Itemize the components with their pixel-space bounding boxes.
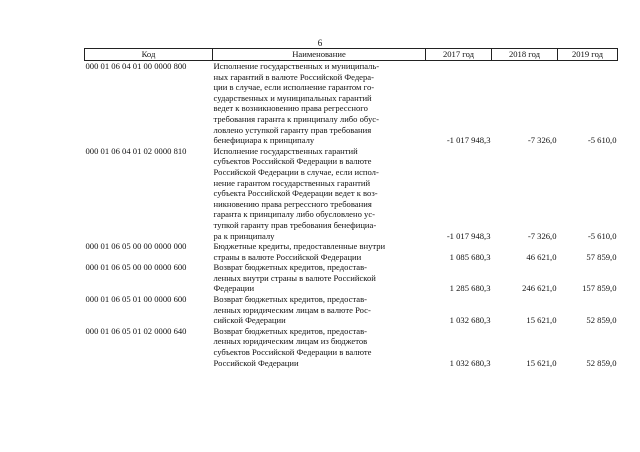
row-name bbox=[213, 61, 426, 146]
header-code: Код bbox=[85, 49, 213, 61]
row-value-2019: 57 859,0 bbox=[586, 251, 617, 262]
row-value-2018: 15 621,0 bbox=[526, 357, 557, 368]
table-row bbox=[85, 262, 618, 294]
header-2019: 2019 год bbox=[558, 49, 618, 61]
row-value-2018: 246 621,0 bbox=[522, 283, 557, 294]
page-number: 6 bbox=[317, 38, 323, 48]
row-name-text: Возврат бюджетных кредитов, предостав- ленных внутри страны в валюте Российской Федерации bbox=[213, 262, 376, 294]
table-row bbox=[85, 294, 618, 326]
row-name bbox=[213, 326, 426, 368]
row-name-text: Возврат бюджетных кредитов, предостав- ленных юридическим лицам из бюджетов субъектов Российской Федерации в валюте Российской Федерации bbox=[213, 325, 372, 368]
row-name-text: Исполнение государственных гарантий субъектов Российской Федерации в валюте Российской Федерации в случае, если испол- нение гарантом государственных гарантий субъекта Российской Федерации ведет к воз- никновению права регрессного требования гаранта к принципалу либо обусловлено ус- тупкой гаранту прав требования бенефициа- ра к принципалу bbox=[213, 145, 379, 241]
row-name bbox=[213, 241, 426, 262]
header-2017: 2017 год bbox=[426, 49, 492, 61]
row-value-2018: -7 326,0 bbox=[527, 135, 557, 146]
row-name-text: Исполнение государственных и муниципаль- ных гарантий в валюте Российской Федера- ции в случае, если исполнение гарантом го- сударственных и муниципальных гарантий ведет к возникновению права регрессного требования гаранта к принципалу либо обус- ловлено уступкой гаранту прав требования бенефициара к принципалу bbox=[213, 61, 380, 146]
row-value-2017: 1 032 680,3 bbox=[449, 315, 491, 326]
header-2018: 2018 год bbox=[492, 49, 558, 61]
table-row bbox=[85, 146, 618, 241]
row-value-2019: 52 859,0 bbox=[586, 315, 617, 326]
row-name bbox=[213, 262, 426, 294]
row-code: 000 01 06 05 00 00 0000 600 bbox=[85, 262, 187, 273]
table-row bbox=[85, 326, 618, 368]
table-row bbox=[85, 61, 618, 146]
budget-table bbox=[84, 48, 618, 368]
row-name bbox=[213, 146, 426, 241]
header-name: Наименование bbox=[213, 49, 426, 61]
row-code: 000 01 06 04 01 02 0000 810 bbox=[85, 145, 187, 156]
row-value-2018: -7 326,0 bbox=[527, 230, 557, 241]
row-value-2018: 46 621,0 bbox=[526, 251, 557, 262]
row-value-2019: -5 610,0 bbox=[587, 230, 617, 241]
row-value-2017: -1 017 948,3 bbox=[446, 135, 491, 146]
row-value-2017: 1 285 680,3 bbox=[449, 283, 491, 294]
row-code: 000 01 06 04 01 00 0000 800 bbox=[85, 61, 187, 71]
row-value-2017: 1 032 680,3 bbox=[449, 357, 491, 368]
row-code: 000 01 06 05 01 00 0000 600 bbox=[85, 294, 187, 305]
row-value-2019: -5 610,0 bbox=[587, 135, 617, 146]
table-row bbox=[85, 241, 618, 262]
row-value-2019: 157 859,0 bbox=[582, 283, 617, 294]
row-code: 000 01 06 05 00 00 0000 000 bbox=[85, 241, 187, 252]
row-value-2019: 52 859,0 bbox=[586, 357, 617, 368]
row-name bbox=[213, 294, 426, 326]
row-value-2018: 15 621,0 bbox=[526, 315, 557, 326]
row-value-2017: 1 085 680,3 bbox=[449, 251, 491, 262]
table-header-row bbox=[85, 49, 618, 61]
row-value-2017: -1 017 948,3 bbox=[446, 230, 491, 241]
row-name-text: Возврат бюджетных кредитов, предостав- ленных юридическим лицам в валюте Рос- сийской Федерации bbox=[213, 294, 371, 326]
row-code: 000 01 06 05 01 02 0000 640 bbox=[85, 325, 187, 336]
row-name-text: Бюджетные кредиты, предоставленные внутри страны в валюте Российской Федерации bbox=[213, 241, 386, 262]
